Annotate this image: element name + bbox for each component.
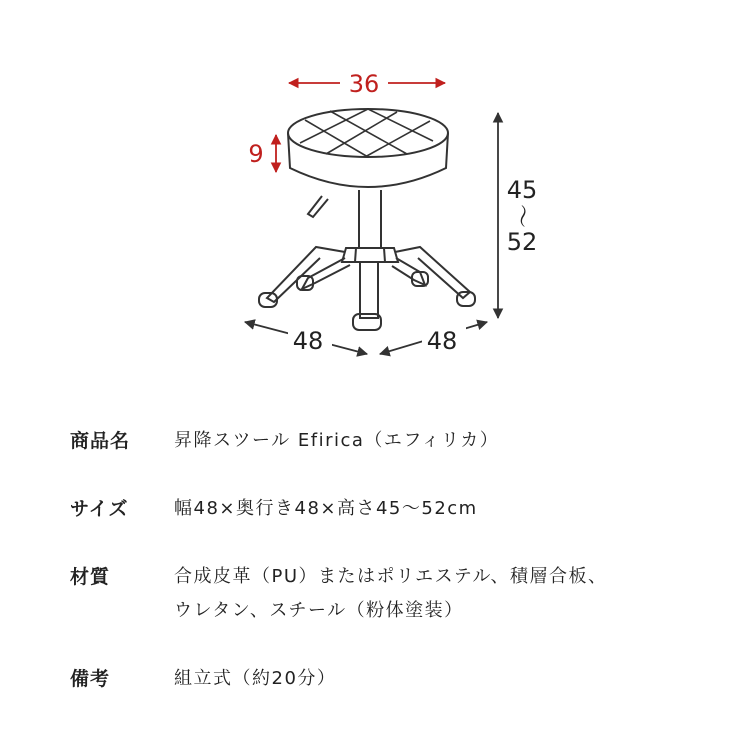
stool-illustration <box>259 109 475 330</box>
spec-value-line: 組立式（約20分） <box>174 668 337 689</box>
height-min-label: 45 <box>506 176 538 204</box>
spec-row-product-name <box>70 424 499 458</box>
spec-value <box>174 424 499 458</box>
spec-label: 商品名 <box>70 430 131 452</box>
spec-row-size <box>70 492 478 526</box>
spec-value <box>174 492 478 526</box>
base-right-label: 48 <box>426 327 458 355</box>
spec-value <box>174 560 607 628</box>
base-left-label: 48 <box>292 327 324 355</box>
spec-value <box>174 662 336 696</box>
spec-value-line: 昇降スツール Efirica（エフィリカ） <box>174 430 500 451</box>
seat-width-label: 36 <box>348 70 380 98</box>
spec-row-material <box>70 560 607 628</box>
spec-value-line: 幅48×奥行き48×高さ45〜52cm <box>174 498 478 519</box>
height-max-label: 52 <box>506 228 538 256</box>
spec-value-line: ウレタン、スチール（粉体塗装） <box>174 600 464 621</box>
spec-label: 備考 <box>70 668 111 690</box>
spec-label: 材質 <box>70 566 111 588</box>
spec-value-line: 合成皮革（PU）またはポリエステル、積層合板、 <box>174 566 608 587</box>
spec-row-notes <box>70 662 336 696</box>
seat-thickness-label: 9 <box>248 140 264 168</box>
height-separator: 〜 <box>508 204 536 228</box>
spec-label: サイズ <box>70 498 129 520</box>
